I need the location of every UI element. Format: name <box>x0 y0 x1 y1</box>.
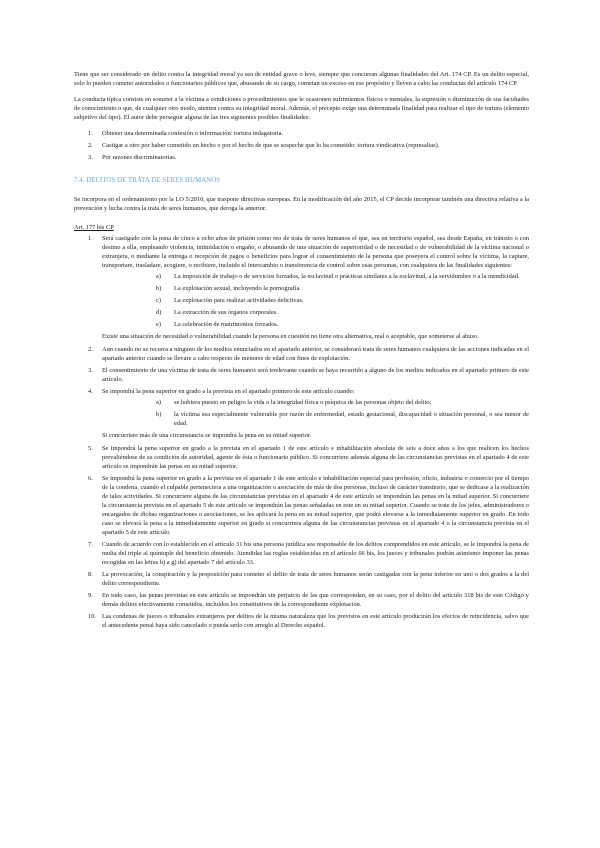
sub-item: a) La imposición de trabajo o de servicios forzados, la esclavitud o prácticas similares a la esclavitud, a la servidumbre o a la mendicidad. <box>156 273 520 280</box>
list-item: 5. Se impondrá la pena superior en grado a la prevista en el apartado 1 de este artículo e inhabilitación absoluta de seis a doce años a los que realicen los hechos prevaliéndose de su condición de autoridad, agente de ésta o funcionario público. Si concurriere además alguna de las circunstancias previstas en el apartado 4 de este artículo se impondrán las penas en su mitad superior. <box>88 445 529 470</box>
list-item: 9. En todo caso, las penas previstas en este artículo se impondrán sin perjuicio de las que correspondan, en su caso, por el delito del artículo 318 bis de este Código y demás delitos efectivamente cometidos, incluidos los constitutivos de la correspondiente explotación. <box>88 592 529 608</box>
finalidades-list <box>74 129 529 162</box>
sub-item: c) La explotación para realizar actividades delictivas. <box>156 297 304 304</box>
sub-item: d) La extracción de sus órganos corporales. <box>156 309 278 316</box>
note: Si concurriere más de una circunstancia se impondrá la pena en su mitad superior. <box>102 432 312 439</box>
list-item: 2. Castigar a otro por haber cometido un hecho o por el hecho de que se sospeche que lo ha cometido: tortura vindicativa (represalias). <box>88 142 440 149</box>
sub-item: a) se hubiera puesto en peligro la vida o la integridad física o psíquica de las personas objeto del delito; <box>156 399 432 406</box>
section-intro: Se incorpora en el ordenamiento por la LO 5/2010, que traspone directivas europeas. En la modificación del año 2015, el CP decide incorporar también una directiva relativa a la prevención y lucha contra la trata de seres humanos, que deroga la anterior. <box>74 196 529 212</box>
section-heading: 7.4. DELITOS DE TRATA DE SERES HUMANOS <box>74 177 221 184</box>
article-items <box>74 234 529 630</box>
list-item: 4. Se impondrá la pena superior en grado a la prevista en el apartado primero de este artículo cuando: a) se hubiera puesto en peligro la vida o la integridad física o psíquica de las personas objeto del delito; b) la víctima sea especialmente vulnerable por razón de enfermedad, estado gestacional, discapacidad o situación personal, o sea menor de edad. Si concurriere más de una circunstancia se impondrá la pena en su mitad superior. <box>88 388 529 439</box>
document-page <box>74 70 529 637</box>
list-item: 2. Aun cuando no se recurra a ninguno de los medios enunciados en el apartado anterior, se considerará trata de seres humanos cualquiera de las acciones indicadas en el apartado anterior cuando se llevare a cabo respecto de menores de edad con fines de explotación. <box>88 346 529 362</box>
sub-item: b) la víctima sea especialmente vulnerable por razón de enfermedad, estado gestacional, discapacidad o situación personal, o sea menor de edad. <box>156 411 529 427</box>
list-item: 8. La provocación, la conspiración y la proposición para cometer el delito de trata de seres humanos serán castigadas con la pena inferior en uno o dos grados a la del delito correspondiente. <box>88 571 529 587</box>
note: Existe una situación de necesidad o vulnerabilidad cuando la persona en cuestión no tiene otra alternativa, real o aceptable, que someterse al abuso. <box>102 333 479 340</box>
list-item: 7. Cuando de acuerdo con lo establecido en el artículo 31 bis una persona jurídica sea responsable de los delitos comprendidos en este artículo, se le impondrá la pena de multa del triple al quíntuple del beneficio obtenido. Atendidas las reglas establecidas en el artículo 66 bis, los jueces y tribunales podrán asimismo imponer las penas recogidas en las letras b) a g) del apartado 7 del artículo 33. <box>88 541 529 566</box>
sub-item: e) La celebración de matrimonios forzados. <box>156 321 279 328</box>
intro-paragraph-1: Tiene que ser considerado un delito contra la integridad moral ya sea de entidad grave o leve, siempre que concurran algunas finalidades del Art. 174 CP. Es un delito especial, solo lo pueden cometer autoridades o funcionarios públicos que, abusando de su cargo, cometan un exceso en ese propósito y lleven a cabo las conductas del artículo 174 CP. <box>74 71 529 87</box>
sub-item: b) La explotación sexual, incluyendo la pornografía. <box>156 285 301 292</box>
sub-list <box>102 398 529 428</box>
list-item: 6. Se impondrá la pena superior en grado a la prevista en el apartado 1 de este artículo e inhabilitación especial para profesión, oficio, industria o comercio por el tiempo de la condena, cuando el culpable perteneciera a una organización o asociación de más de dos personas, incluso de carácter transitorio, que se dedicase a la realización de tales actividades. Si concurriere alguna de las circunstancias previstas en el apartado 4 de este artículo se impondrán las penas en la mitad superior. Si concurriere la circunstancia prevista en el apartado 5 de este artículo se impondrán las penas señaladas en este en su mitad superior. Cuando se trate de los jefes, administradores o encargados de dichas organizaciones o asociaciones, se les aplicará la pena en su mitad superior, que podrá elevarse a la inmediatamente superior en grado. En todo caso se elevará la pena a la inmediatamente superior en grado si concurriera alguna de las circunstancias previstas en el apartado 4 o la circunstancia prevista en el apartado 5 de este artículo. <box>88 475 529 536</box>
list-item: 1. Será castigado con la pena de cinco a ocho años de prisión como reo de trata de seres humanos el que, sea en territorio español, sea desde España, en tránsito o con destino a ella, empleando violencia, intimidación o engaño, o abusando de una situación de superioridad o de necesidad o de vulnerabilidad de la víctima nacional o extranjera, o mediante la entrega o recepción de pagos o beneficios para lograr el consentimiento de la persona que poseyera el control sobre la víctima, la captare, transportare, trasladare, acogiere, o recibiere, incluido el intercambio o transferencia de control sobre esas personas, con cualquiera de las finalidades siguientes: a) La imposición de trabajo o de servicios forzados, la esclavitud o prácticas similares a la esclavitud, a la servidumbre o a la mendicidad. b) La explotación sexual, incluyendo la pornografía. c) La explotación para realizar actividades delictivas. d) La extracción de sus órganos corporales. e) La celebración de matrimonios forzados. Existe una situación de necesidad o vulnerabilidad cuando la persona en cuestión no tiene otra alternativa, real o aceptable, que someterse al abuso. <box>88 235 529 340</box>
intro-paragraph-2: La conducta típica consiste en someter a la víctima a condiciones o procedimientos que le ocasionen sufrimientos físicos o mentales, la supresión o disminución de sus facultades de conocimiento o que, de cualquier otro modo, atenten contra su integridad moral. Además, el precepto exige una determinada finalidad para realizar el tipo de tortura (elemento subjetivo del tipo). El autor debe perseguir alguna de las tres siguientes posibles finalidades: <box>74 96 529 121</box>
list-item: 3. El consentimiento de una víctima de trata de seres humanos será irrelevante cuando se haya recurrido a alguno de los medios indicados en el apartado primero de este artículo. <box>88 367 529 383</box>
list-item: 3. Por razones discriminatorias. <box>88 154 177 161</box>
list-item: 1. Obtener una determinada confesión o información: tortura indagatoria. <box>88 130 284 137</box>
list-item: 10. Las condenas de jueces o tribunales extranjeros por delitos de la misma naturaleza que los previstos en este artículo producirán los efectos de reincidencia, salvo que el antecedente penal haya sido cancelado o pueda serlo con arreglo al Derecho español. <box>88 613 529 629</box>
article-title: Art. 177 bis CP <box>74 224 114 231</box>
sub-list <box>102 272 529 329</box>
